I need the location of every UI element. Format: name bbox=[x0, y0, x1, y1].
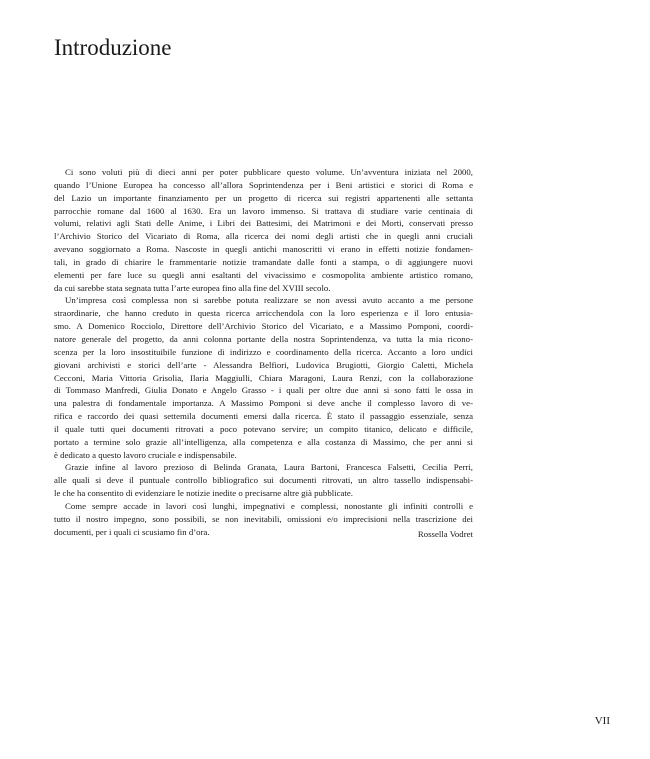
text-line: tutto il nostro impegno, sono possibili, se non inevitabili, omissioni e/o imprecisioni nella trascrizione dei bbox=[54, 513, 473, 524]
text-line: portato a termine solo grazie all’intelligenza, alla competenza e alla costanza di Massimo, che per anni si bbox=[54, 436, 473, 447]
page-title: Introduzione bbox=[54, 35, 172, 60]
text-line: scenza per la loro insostituibile funzione di indirizzo e coordinamento della ricerca. Accanto a loro undici bbox=[54, 346, 473, 357]
text-line: quando l’Unione Europea ha concesso all’allora Soprintendenza per i Beni artistici e storici di Roma e bbox=[54, 179, 473, 190]
text-line: documenti, per i quali ci scusiamo fin d’ora. bbox=[54, 526, 210, 537]
text-line: di Tommaso Manfredi, Giulia Donato e Angelo Grasso - i quali per oltre due anni si sono fatti le ossa in bbox=[54, 385, 473, 396]
text-line: da cui sarebbe stata segnata tutta l’arte europea fino alla fine del XVIII secolo. bbox=[54, 282, 331, 293]
text-line: avevano soggiornato a Roma. Nascoste in quegli antichi manoscritti vi erano in effetti notizie fondamen- bbox=[54, 244, 473, 255]
paragraph bbox=[54, 166, 473, 294]
text-line: elementi per fare luce su quegli anni esaltanti del vivacissimo e cosmopolita ambiente artistico romano, bbox=[54, 269, 473, 280]
text-line: le che ha consentito di evidenziare le notizie inedite o precisarne altre già pubblicate. bbox=[54, 488, 353, 499]
text-line: tali, in grado di chiarire le frammentarie notizie tramandate dalle fonti a stampa, o di aggiungere nuovi bbox=[54, 256, 473, 267]
text-line: natore generale del progetto, da anni colonna portante della nostra Soprintendenza, va tutta la mia ricono- bbox=[54, 333, 473, 344]
paragraph bbox=[54, 461, 473, 500]
text-line: è dedicato a questo lavoro cruciale e indispensabile. bbox=[54, 449, 237, 460]
text-line: Un’impresa così complessa non si sarebbe potuta realizzare se non avessi avuto accanto a me persone bbox=[65, 295, 473, 306]
text-line: smo. A Domenico Rocciolo, Direttore dell’Archivio Storico del Vicariato, e a Massimo Pomponi, coordi- bbox=[54, 321, 473, 332]
page-number: VII bbox=[594, 715, 610, 727]
text-line: volumi, relativi agli Stati delle Anime, i Libri dei Battesimi, dei Matrimoni e dei Morti, conservati presso bbox=[54, 218, 473, 229]
text-line: parrocchie romane dal 1600 al 1630. Era un lavoro immenso. Si trattava di studiare varie centinaia di bbox=[54, 205, 473, 216]
text-line: del Lazio un importante finanziamento per un progetto di ricerca sui registri appartenenti alle settanta bbox=[54, 192, 473, 203]
text-line: il quale tutti quei documenti ritrovati a poco potevano servire; un compito titanico, delicato e difficile, bbox=[54, 423, 473, 434]
text-line: rifica e raccordo dei quasi settemila documenti emersi dalla ricerca. È stato il passaggio essenziale, senza bbox=[54, 411, 473, 422]
text-line: straordinarie, che hanno creduto in questa ricerca arricchendola con la loro esperienza e il loro entusia- bbox=[54, 308, 473, 319]
text-line: Grazie infine al lavoro prezioso di Belinda Granata, Laura Bartoni, Francesca Falsetti, Cecilia Perri, bbox=[65, 462, 473, 473]
introduction-body bbox=[54, 166, 473, 538]
text-line: Cecconi, Maria Vittoria Grisolia, Ilaria Maggiulli, Chiara Maragoni, Laura Renzi, con la collaborazione bbox=[54, 372, 473, 383]
text-line: giovani archivisti e storici dell’arte - Alessandra Belfiori, Ludovica Brugiotti, Giorgio Caletti, Michela bbox=[54, 359, 473, 370]
author-signature: Rossella Vodret bbox=[417, 529, 473, 539]
text-line: l’Archivio Storico del Vicariato di Roma, alla ricerca dei nomi degli artisti che in quegli anni cruciali bbox=[54, 231, 473, 242]
text-line: Ci sono voluti più di dieci anni per poter pubblicare questo volume. Un’avventura iniziata nel 2000, bbox=[65, 167, 473, 177]
text-line: una palestra di fondamentale importanza. A Massimo Pomponi si deve anche il complesso lavoro di ve- bbox=[54, 398, 473, 409]
text-line: alle quali si deve il puntuale controllo bibliografico sui documenti ritrovati, un altro tassello indispensabi- bbox=[54, 475, 473, 486]
text-line: Come sempre accade in lavori così lunghi, impegnativi e complessi, nonostante gli infiniti controlli e bbox=[65, 500, 473, 511]
paragraph bbox=[54, 294, 473, 461]
